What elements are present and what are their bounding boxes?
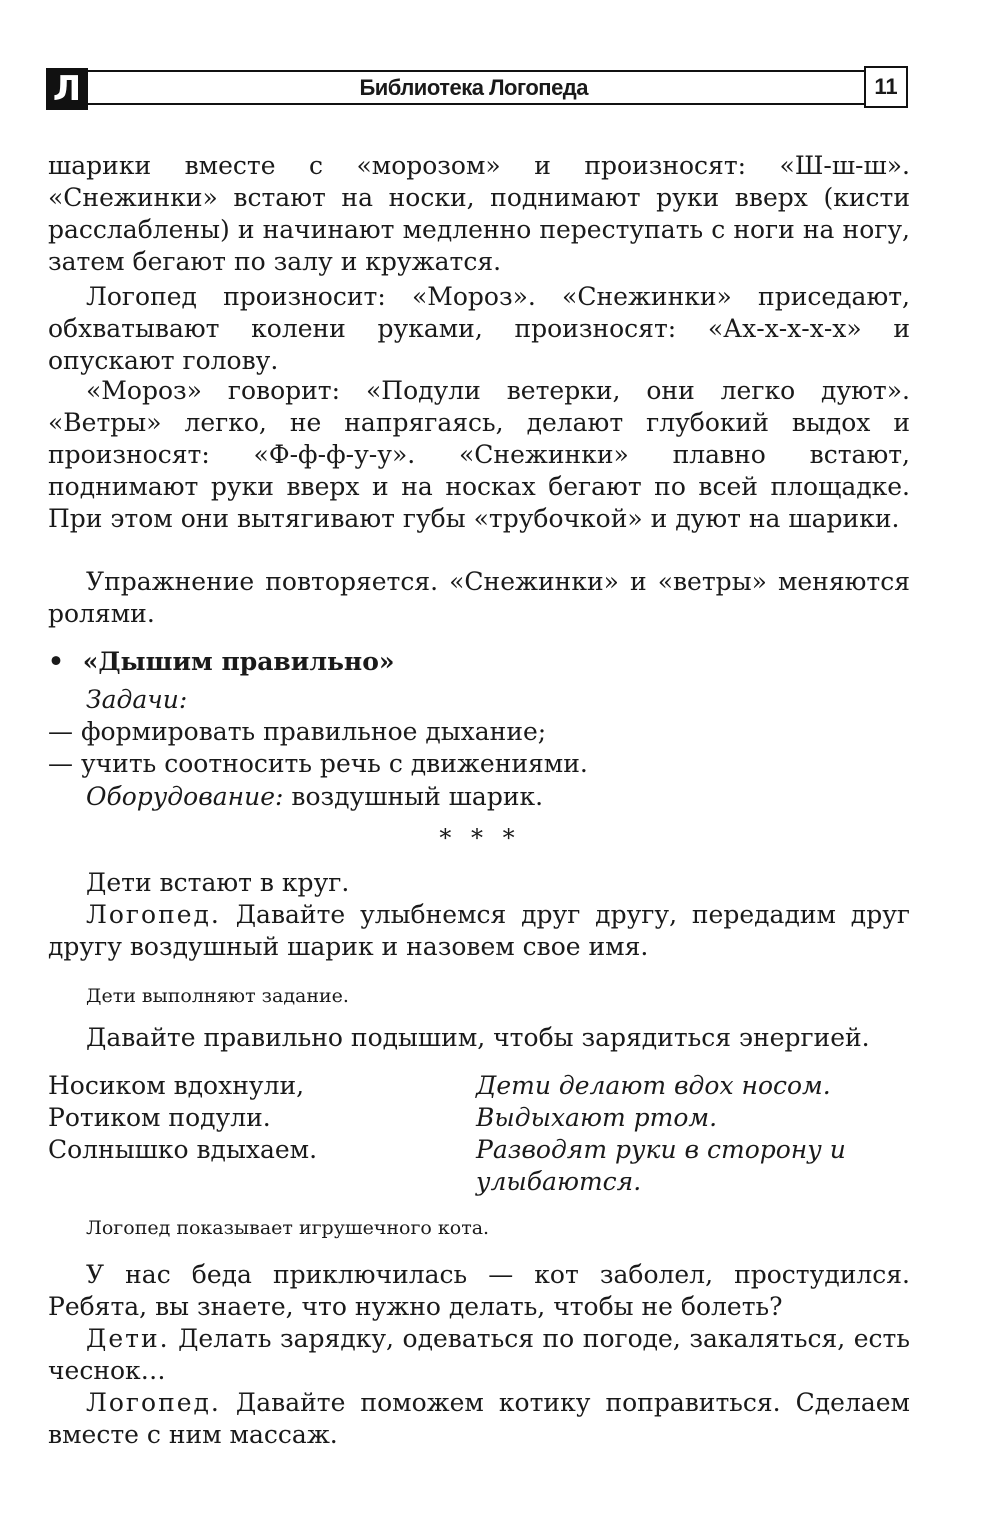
running-header-title: Библиотека Логопеда bbox=[359, 75, 588, 100]
section-separator: * * * bbox=[439, 824, 521, 852]
dialogue-line bbox=[48, 1323, 910, 1387]
paragraph: «Мороз» говорит: «Подули ветерки, они легко дуют». «Ветры» легко, не напрягаясь, делают глубокий выдох и произносят: «Ф-ф-ф-у-у». «Снежинки» плавно встают, поднимают руки вверх и на носках бегают по всей площадке. При этом они вытягивают губы «трубочкой» и дуют на шарики. bbox=[48, 376, 910, 533]
dialogue-line bbox=[48, 899, 910, 963]
speech-text: Давайте поможем котику поправиться. Сделаем вместе с ним массаж. bbox=[48, 1388, 910, 1449]
bullet-icon: • bbox=[48, 647, 64, 676]
poem-line: Носиком вдохнули, bbox=[48, 1071, 305, 1100]
tasks-label: Задачи: bbox=[86, 685, 188, 714]
poem-line: Ротиком подули. bbox=[48, 1103, 271, 1132]
library-logo: Л bbox=[46, 68, 88, 110]
speech-text: Давайте улыбнемся друг другу, передадим друг другу воздушный шарик и назовем свое имя. bbox=[48, 900, 910, 961]
paragraph: Давайте правильно подышим, чтобы зарядиться энергией. bbox=[86, 1023, 870, 1052]
equipment-text: воздушный шарик. bbox=[283, 782, 544, 811]
poem-action: Дети делают вдох носом. bbox=[476, 1071, 831, 1100]
speaker-name: Дети. bbox=[86, 1324, 170, 1353]
equipment-label: Оборудование: bbox=[86, 782, 284, 811]
paragraph: шарики вместе с «морозом» и произносят: «Ш-ш-ш». «Снежинки» встают на носки, поднимают руки вверх (кисти расслаблены) и начинают медленно переступать с ноги на ногу, затем бегают по залу и кружатся. bbox=[48, 151, 910, 276]
poem-line: Солнышко вдыхаем. bbox=[48, 1135, 318, 1164]
stage-direction: Логопед показывает игрушечного кота. bbox=[86, 1217, 490, 1239]
speaker-name: Логопед. bbox=[86, 1388, 221, 1417]
header-rule-bottom bbox=[88, 103, 864, 105]
poem-action: Разводят руки в сторону и улыбаются. bbox=[476, 1135, 846, 1196]
exercise-title: «Дышим правильно» bbox=[82, 647, 395, 676]
page-number: 11 bbox=[864, 66, 908, 108]
paragraph: У нас беда приключилась — кот заболел, простудился. Ребята, вы знаете, что нужно делать, чтобы не болеть? bbox=[48, 1260, 910, 1321]
paragraph: Логопед произносит: «Мороз». «Снежинки» приседают, обхватывают колени руками, произносят: «Ах-х-х-х-х» и опускают голову. bbox=[48, 282, 910, 375]
paragraph: Упражнение повторяется. «Снежинки» и «ветры» меняются ролями. bbox=[48, 567, 910, 628]
exercise-heading bbox=[48, 646, 910, 678]
dialogue-line bbox=[48, 1387, 910, 1451]
speech-text: Делать зарядку, одеваться по погоде, закаляться, есть чеснок… bbox=[48, 1324, 910, 1385]
equipment-line bbox=[48, 781, 910, 813]
stage-direction: Дети выполняют задание. bbox=[86, 985, 349, 1007]
paragraph: Дети встают в круг. bbox=[86, 868, 350, 897]
speaker-name: Логопед. bbox=[86, 900, 221, 929]
task-item: — учить соотносить речь с движениями. bbox=[48, 749, 588, 778]
task-item: — формировать правильное дыхание; bbox=[48, 717, 547, 746]
poem-action: Выдыхают ртом. bbox=[476, 1103, 718, 1132]
